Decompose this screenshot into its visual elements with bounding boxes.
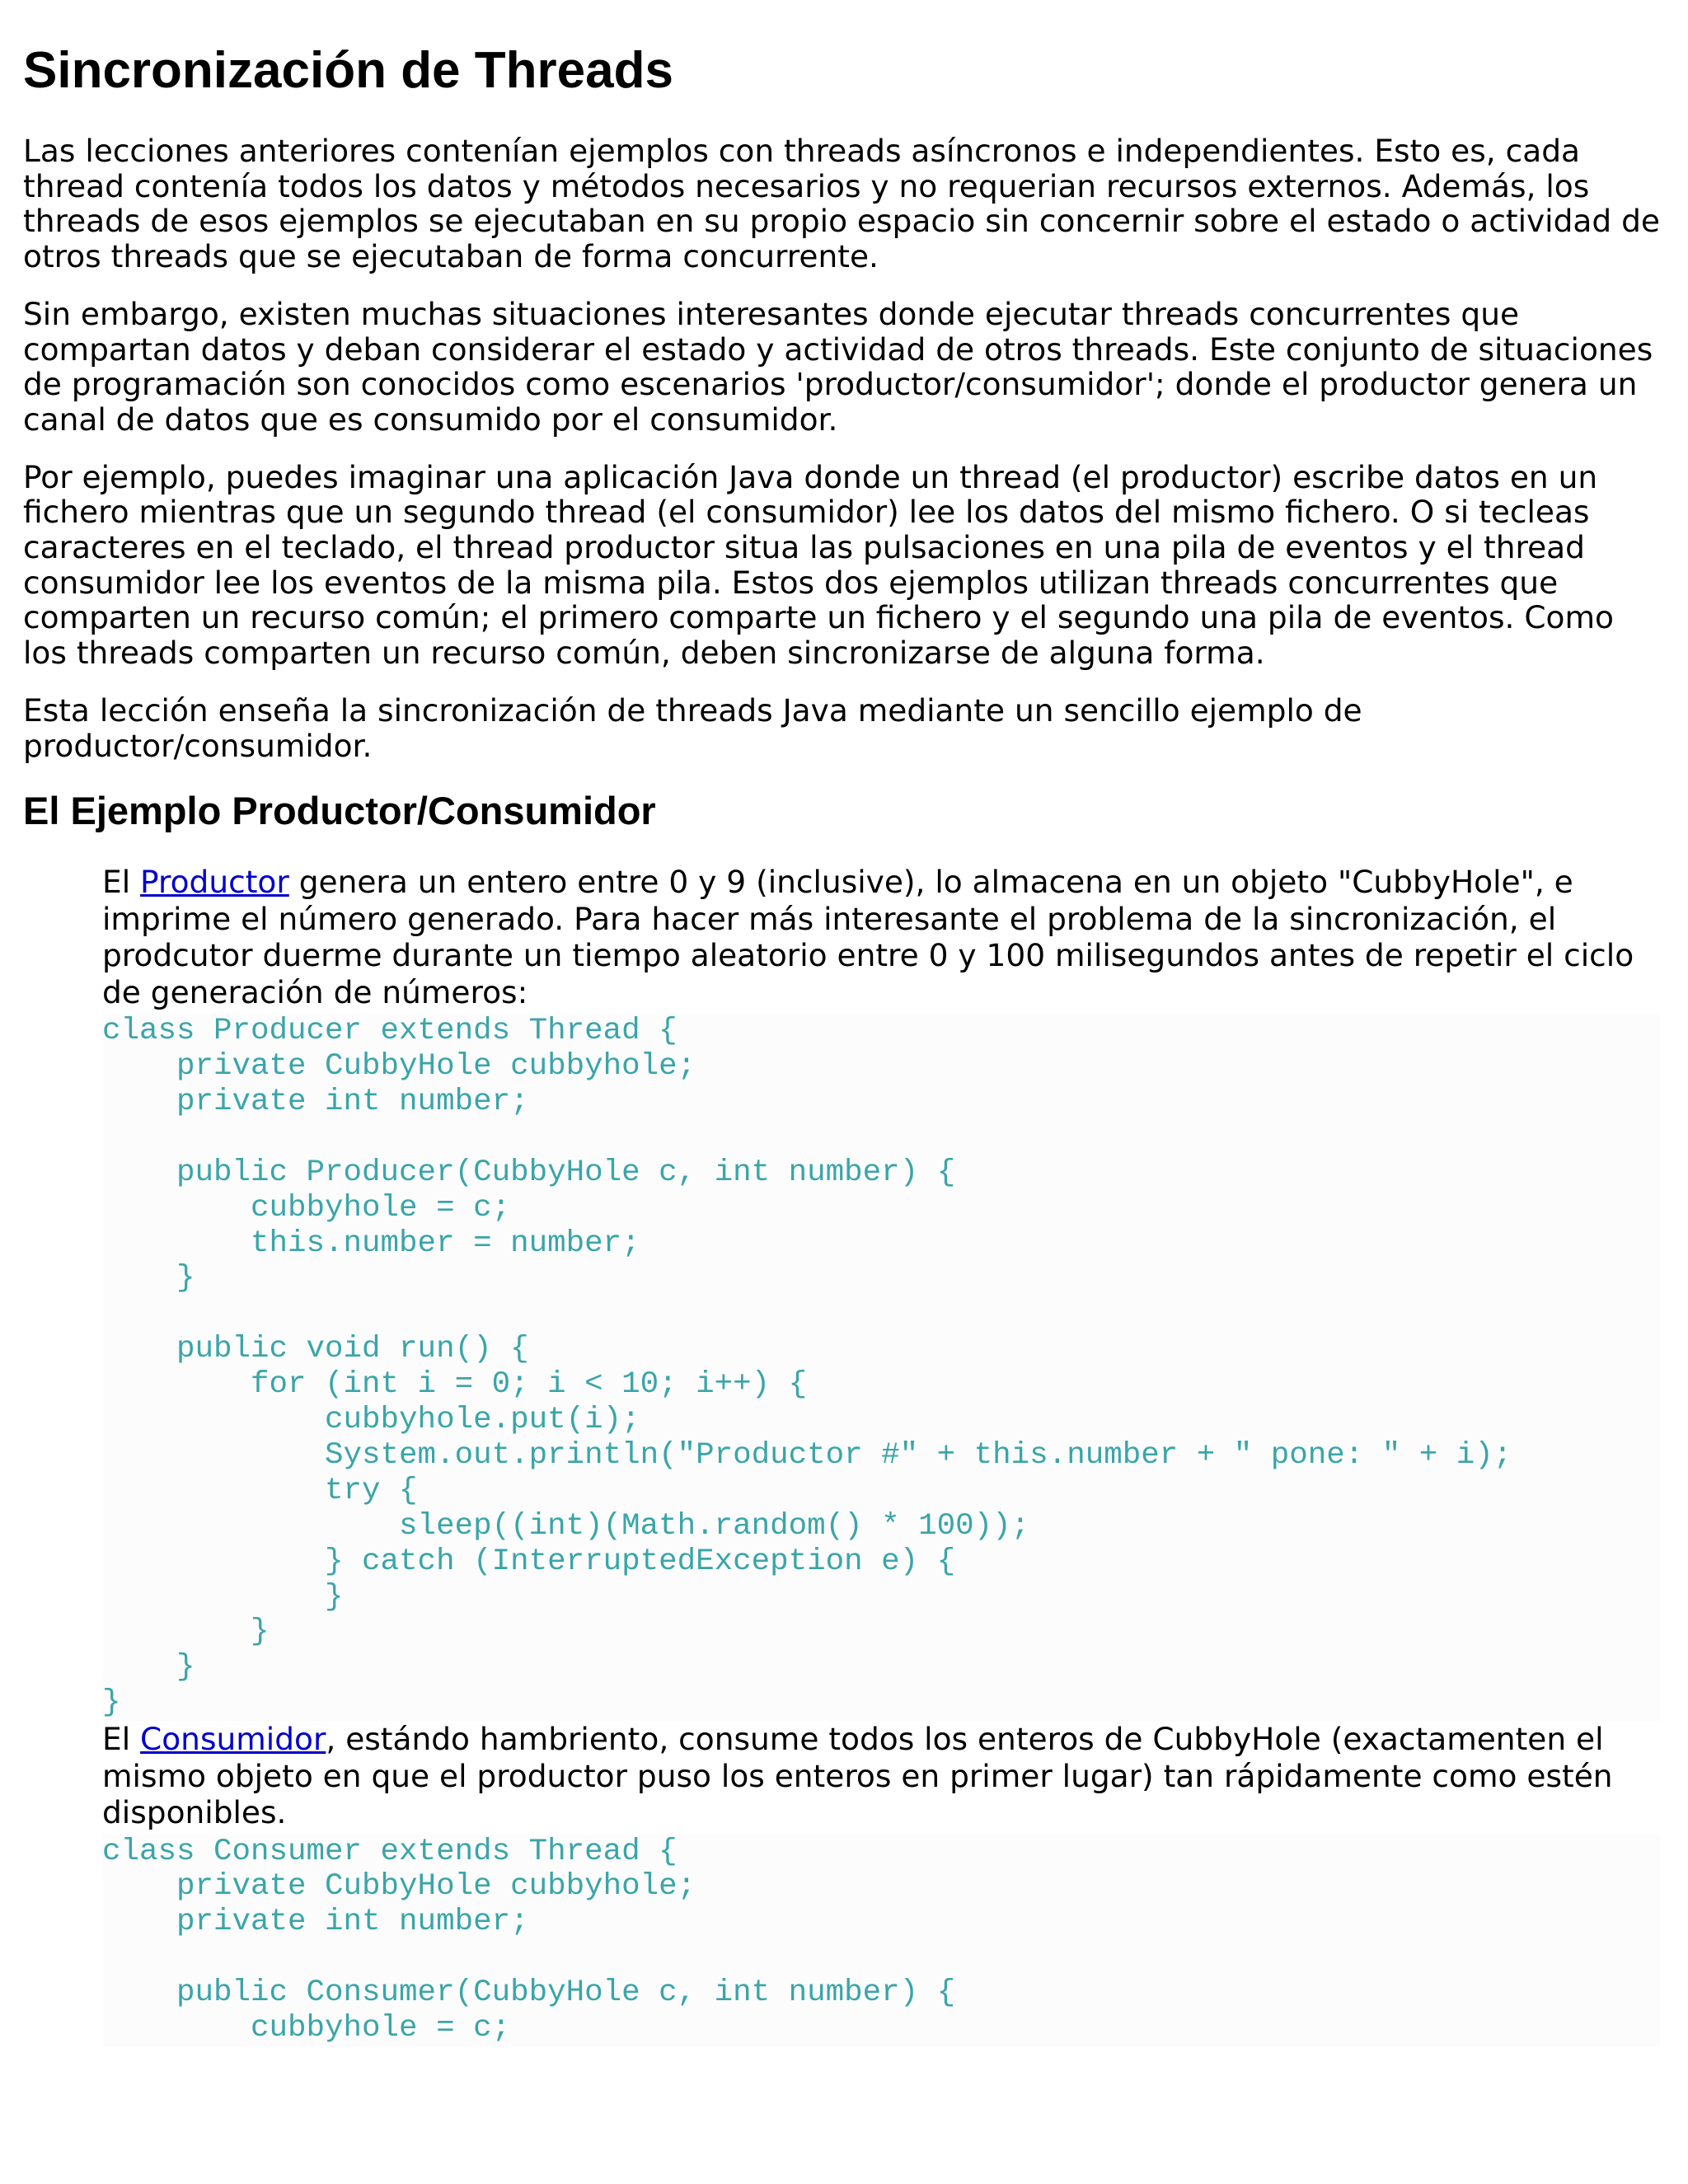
document-page [23, 0, 1663, 2046]
consumer-text: , estándo hambriento, consume todos los enteros de CubbyHole (exactamenten el mismo objeto en que el productor puso los enteros en primer lugar) tan rápidamente como estén disponibles. [102, 1721, 1613, 1831]
intro-paragraph: Por ejemplo, puedes imaginar una aplicación Java donde un thread (el productor) escribe datos en un fichero mientras que un segundo thread (el consumidor) lee los datos del mismo fichero. O si tecleas caracteres en el teclado, el thread productor situa las pulsaciones en una pila de eventos y el thread consumidor lee los eventos de la misma pila. Estos dos ejemplos utilizan threads concurrentes que comparten un recurso común; el primero comparte un fichero y el segundo una pila de eventos. Como los threads comparten un recurso común, deben sincronizarse de alguna forma. [23, 458, 1614, 672]
intro-paragraph: Sin embargo, existen muchas situaciones interesantes donde ejecutar threads concurrentes que compartan datos y deban considerar el estado y actividad de otros threads. Este conjunto de situaciones de programación son conocidos como escenarios 'productor/consumidor'; donde el productor genera un canal de datos que es consumido por el consumidor. [23, 295, 1653, 438]
code-line: } [102, 1579, 344, 1615]
consumer-prefix: El [102, 1721, 141, 1758]
code-line: private CubbyHole cubbyhole; [102, 1049, 696, 1085]
code-line: for (int i = 0; i < 10; i++) { [102, 1367, 808, 1403]
code-line: sleep((int)(Math.random() * 100)); [102, 1508, 1030, 1544]
producer-code-block [102, 1014, 1660, 1721]
producer-description [102, 864, 1663, 1010]
code-line: } catch (InterruptedException e) { [102, 1544, 956, 1579]
code-line: } [102, 1650, 195, 1685]
code-line: } [102, 1685, 121, 1721]
code-line [102, 1296, 1660, 1332]
code-line: System.out.println("Productor #" + this.number + " pone: " + i); [102, 1437, 1512, 1473]
consumer-description [102, 1721, 1663, 1831]
code-line: private CubbyHole cubbyhole; [102, 1869, 696, 1905]
code-line: } [102, 1615, 270, 1650]
code-line: this.number = number; [102, 1226, 640, 1261]
consumer-link[interactable]: Consumidor [140, 1721, 326, 1758]
code-line: try { [102, 1473, 418, 1508]
page-title: Sincronización de Threads [23, 42, 673, 99]
code-line: public void run() { [102, 1332, 529, 1367]
section-body [102, 864, 1663, 2046]
code-line: public Producer(CubbyHole c, int number) { [102, 1155, 956, 1190]
intro-paragraph: Esta lección enseña la sincronización de threads Java mediante un sencillo ejemplo de productor/consumidor. [23, 691, 1362, 764]
code-line: } [102, 1261, 195, 1296]
producer-prefix: El [102, 864, 141, 901]
code-line: cubbyhole = c; [102, 1190, 511, 1226]
code-line: cubbyhole = c; [102, 2011, 511, 2046]
code-line: class Consumer extends Thread { [102, 1834, 678, 1869]
producer-text: genera un entero entre 0 y 9 (inclusive), lo almacena en un objeto "CubbyHole", e imprime el número generado. Para hacer más interesante el problema de la sincronización, el prodcutor duerme durante un tiempo aleatorio entre 0 y 100 milisegundos antes de repetir el ciclo de generación de números: [102, 864, 1634, 1010]
code-line: cubbyhole.put(i); [102, 1403, 640, 1438]
code-line [102, 1940, 1660, 1975]
intro-paragraph: Las lecciones anteriores contenían ejemplos con threads asíncronos e independientes. Esto es, cada thread contenía todos los datos y métodos necesarios y no requerian recursos externos. Además, los threads de esos ejemplos se ejecutaban en su propio espacio sin concernir sobre el estado o actividad de otros threads que se ejecutaban de forma concurrente. [23, 133, 1660, 275]
section-heading: El Ejemplo Productor/Consumidor [23, 789, 656, 833]
code-line: private int number; [102, 1905, 529, 1940]
consumer-code-block [102, 1835, 1660, 2046]
producer-link[interactable]: Productor [140, 864, 289, 901]
code-line: public Consumer(CubbyHole c, int number) { [102, 1975, 956, 2011]
code-line [102, 1120, 1660, 1155]
code-line: private int number; [102, 1085, 529, 1120]
code-line: class Producer extends Thread { [102, 1014, 678, 1049]
